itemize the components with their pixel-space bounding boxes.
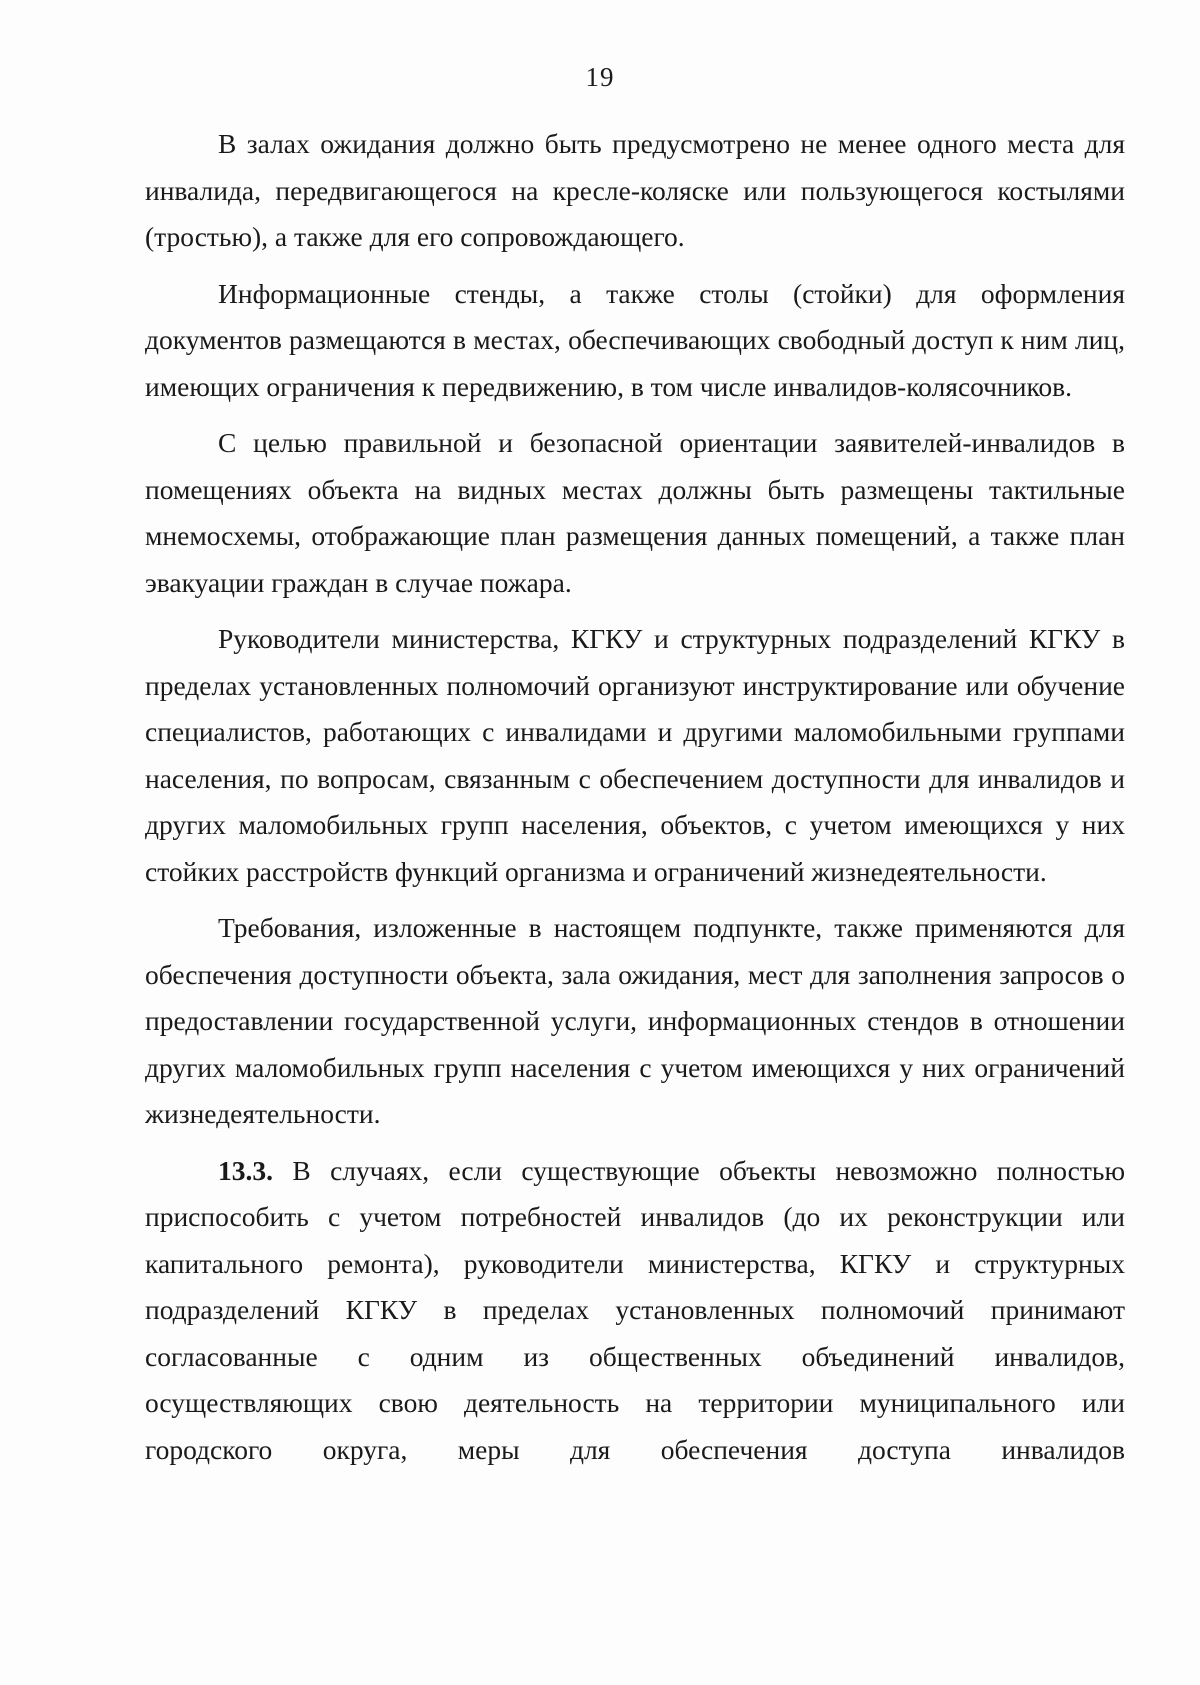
- clause-number: 13.3.: [218, 1154, 273, 1186]
- paragraph-text: В залах ожидания должно быть предусмотрено не менее одного места для инвалида, передвигающегося на кресле-коляске или пользующегося костылями (тростью), а также для его сопровождающего.: [145, 128, 1125, 252]
- document-body: [145, 121, 1125, 1483]
- page-number: 19: [585, 62, 615, 92]
- paragraph-orientation: [145, 420, 1125, 606]
- paragraph-text: Информационные стенды, а также столы (стойки) для оформления документов размещаются в местах, обеспечивающих свободный доступ к ним лиц, имеющих ограничения к передвижению, в том числе инвалидов-колясочников.: [145, 277, 1125, 402]
- paragraph-information-stands: [145, 271, 1125, 411]
- paragraph-requirements: [145, 905, 1125, 1138]
- paragraph-text: В случаях, если существующие объекты невозможно полностью приспособить с учетом потребностей инвалидов (до их реконструкции или капитального ремонта), руководители министерства, КГКУ и структурных подразделений КГКУ в пределах установленных полномочий принимают согласованные с одним из общественных объединений инвалидов, осуществляющих свою деятельность на территории муниципального или городского округа, меры для обеспечения доступа инвалидов: [145, 1154, 1125, 1465]
- paragraph-text: С целью правильной и безопасной ориентации заявителей-инвалидов в помещениях объекта на видных местах должны быть размещены тактильные мнемосхемы, отображающие план размещения данных помещений, а также план эвакуации граждан в случае пожара.: [145, 427, 1125, 598]
- paragraph-waiting-rooms: [145, 121, 1125, 261]
- paragraph-clause-13-3: [145, 1148, 1125, 1474]
- paragraph-staff-training: [145, 616, 1125, 895]
- paragraph-text: Руководители министерства, КГКУ и структурных подразделений КГКУ в пределах установленных полномочий организуют инструктирование или обучение специалистов, работающих с инвалидами и другими маломобильными группами населения, по вопросам, связанным с обеспечением доступности для инвалидов и других маломобильных групп населения, объектов, с учетом имеющихся у них стойких расстройств функций организма и ограничений жизнедеятельности.: [145, 623, 1125, 887]
- paragraph-text: Требования, изложенные в настоящем подпункте, также применяются для обеспечения доступности объекта, зала ожидания, мест для заполнения запросов о предоставлении государственной услуги, информационных стендов в отношении других маломобильных групп населения с учетом имеющихся у них ограничений жизнедеятельности.: [145, 912, 1125, 1129]
